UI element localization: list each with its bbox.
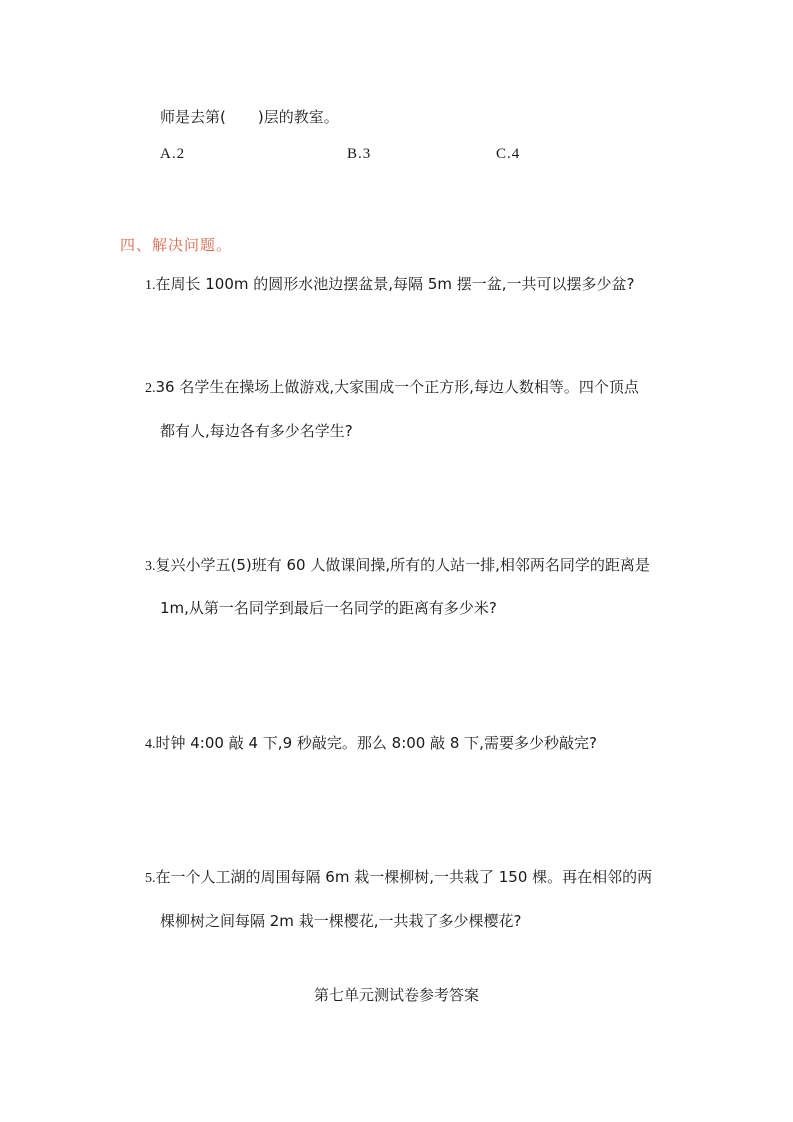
question-5-line-2: 棵柳树之间每隔 2m 栽一棵樱花,一共栽了多少棵樱花? bbox=[160, 912, 522, 930]
question-text: 在一个人工湖的周围每隔 6m 栽一棵柳树,一共栽了 150 棵。再在相邻的两 bbox=[155, 868, 653, 886]
question-2 bbox=[145, 377, 639, 399]
previous-question-continuation bbox=[160, 107, 339, 127]
question-text: 复兴小学五(5)班有 60 人做课间操,所有的人站一排,相邻两名同学的距离是 bbox=[155, 556, 650, 574]
question-number: 2. bbox=[145, 381, 156, 396]
continuation-text-before: 师是去第( bbox=[160, 108, 226, 126]
question-number: 5. bbox=[145, 871, 156, 886]
question-1 bbox=[145, 274, 634, 296]
question-number: 1. bbox=[145, 278, 156, 293]
answer-key-title-unit: 第七单元测试卷 bbox=[313, 986, 419, 1004]
continuation-text-after: )层的教室。 bbox=[257, 108, 339, 126]
option-c: C.4 bbox=[496, 146, 521, 162]
question-2-line-2: 都有人,每边各有多少名学生? bbox=[160, 422, 353, 440]
question-text: 36 名学生在操场上做游戏,大家围成一个正方形,每边人数相等。四个顶点 bbox=[155, 378, 639, 396]
option-b: B.3 bbox=[347, 146, 372, 162]
question-number: 4. bbox=[145, 737, 156, 752]
answer-key-title-label: 参考答案 bbox=[419, 986, 480, 1004]
section-heading: 四、解决问题。 bbox=[120, 236, 233, 254]
option-a: A.2 bbox=[160, 146, 186, 162]
question-3-line-2: 1m,从第一名同学到最后一名同学的距离有多少米? bbox=[160, 599, 497, 617]
question-4 bbox=[145, 733, 597, 755]
question-5 bbox=[145, 867, 652, 889]
question-number: 3. bbox=[145, 559, 156, 574]
answer-key-title bbox=[0, 985, 793, 1005]
question-text: 时钟 4:00 敲 4 下,9 秒敲完。那么 8:00 敲 8 下,需要多少秒敲完? bbox=[155, 734, 597, 752]
question-3 bbox=[145, 555, 650, 577]
question-text: 在周长 100m 的圆形水池边摆盆景,每隔 5m 摆一盆,一共可以摆多少盆? bbox=[155, 275, 635, 293]
